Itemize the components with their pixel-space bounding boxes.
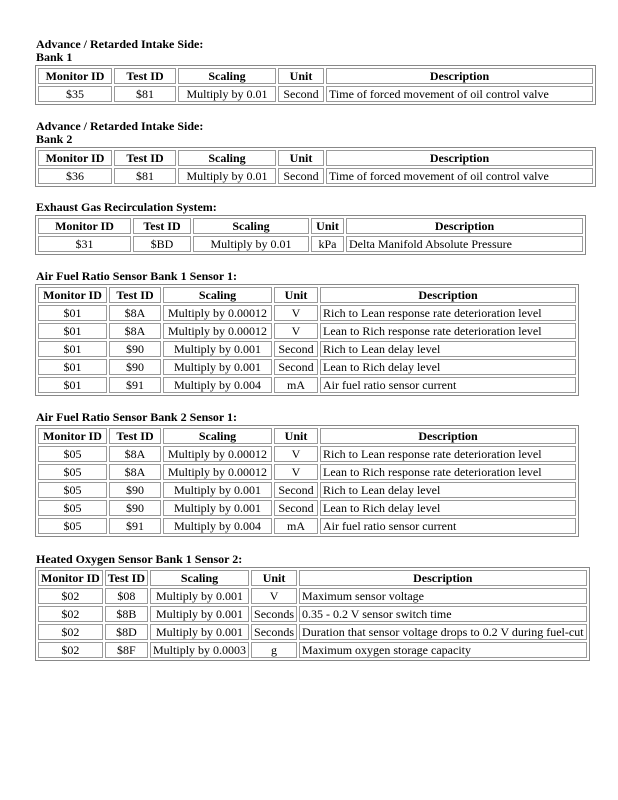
table-cell: $91 bbox=[109, 377, 161, 393]
table-section bbox=[36, 411, 579, 537]
table-cell: $01 bbox=[38, 323, 107, 339]
table-cell: $02 bbox=[38, 588, 103, 604]
column-header: Unit bbox=[251, 570, 297, 586]
table-row bbox=[38, 377, 576, 393]
column-header: Scaling bbox=[150, 570, 249, 586]
table-cell: Multiply by 0.001 bbox=[163, 482, 272, 498]
table-cell: Multiply by 0.00012 bbox=[163, 446, 272, 462]
table-cell: Lean to Rich response rate deterioration level bbox=[320, 323, 576, 339]
section-heading: Air Fuel Ratio Sensor Bank 2 Sensor 1: bbox=[36, 410, 238, 424]
table-cell: Second bbox=[274, 500, 318, 516]
table-cell: $90 bbox=[109, 500, 161, 516]
column-header: Description bbox=[320, 287, 576, 303]
table-row bbox=[38, 464, 576, 480]
table-cell: Multiply by 0.001 bbox=[150, 624, 249, 640]
column-header: Monitor ID bbox=[38, 570, 103, 586]
table-cell: $05 bbox=[38, 482, 107, 498]
table-cell: Lean to Rich delay level bbox=[320, 359, 576, 375]
table-cell: Rich to Lean delay level bbox=[320, 482, 576, 498]
column-header: Description bbox=[320, 428, 576, 444]
table-cell: $90 bbox=[109, 482, 161, 498]
table-cell: mA bbox=[274, 518, 318, 534]
table-section bbox=[36, 38, 596, 105]
table-cell: Multiply by 0.00012 bbox=[163, 323, 272, 339]
table-cell: Multiply by 0.001 bbox=[163, 341, 272, 357]
table-section bbox=[36, 201, 586, 255]
table-cell: Time of forced movement of oil control valve bbox=[326, 168, 593, 184]
table-cell: $05 bbox=[38, 500, 107, 516]
table-row bbox=[38, 500, 576, 516]
column-header: Unit bbox=[274, 428, 318, 444]
section-heading: Heated Oxygen Sensor Bank 1 Sensor 2: bbox=[36, 552, 243, 566]
table-cell: Maximum sensor voltage bbox=[299, 588, 587, 604]
table-cell: $8D bbox=[105, 624, 148, 640]
table-cell: Time of forced movement of oil control valve bbox=[326, 86, 593, 102]
table-cell: $05 bbox=[38, 464, 107, 480]
section-heading: Air Fuel Ratio Sensor Bank 1 Sensor 1: bbox=[36, 269, 238, 283]
table-cell: Multiply by 0.01 bbox=[193, 236, 309, 252]
column-header: Monitor ID bbox=[38, 287, 107, 303]
table-row bbox=[38, 236, 583, 252]
table-cell: $02 bbox=[38, 642, 103, 658]
column-header: Unit bbox=[278, 68, 324, 84]
table-cell: Multiply by 0.001 bbox=[163, 500, 272, 516]
table-row bbox=[38, 642, 587, 658]
column-header: Monitor ID bbox=[38, 218, 131, 234]
table-header-row bbox=[38, 570, 587, 586]
table-cell: Seconds bbox=[251, 606, 297, 622]
column-header: Monitor ID bbox=[38, 428, 107, 444]
table-cell: $8F bbox=[105, 642, 148, 658]
table-cell: Multiply by 0.00012 bbox=[163, 305, 272, 321]
table-cell: $01 bbox=[38, 341, 107, 357]
column-header: Scaling bbox=[163, 287, 272, 303]
table-cell: $91 bbox=[109, 518, 161, 534]
table-row bbox=[38, 86, 593, 102]
column-header: Unit bbox=[274, 287, 318, 303]
section-heading: Advance / Retarded Intake Side: bbox=[36, 119, 204, 133]
table-cell: $01 bbox=[38, 359, 107, 375]
table-row bbox=[38, 168, 593, 184]
table-cell: $8A bbox=[109, 464, 161, 480]
table-cell: Multiply by 0.01 bbox=[178, 168, 276, 184]
column-header: Test ID bbox=[114, 150, 176, 166]
column-header: Test ID bbox=[133, 218, 191, 234]
table-cell: Air fuel ratio sensor current bbox=[320, 377, 576, 393]
section-heading: Bank 1 bbox=[36, 50, 73, 64]
table-cell: Duration that sensor voltage drops to 0.2 V during fuel-cut bbox=[299, 624, 587, 640]
table-cell: $31 bbox=[38, 236, 131, 252]
table-cell: V bbox=[274, 446, 318, 462]
table-cell: V bbox=[274, 323, 318, 339]
table-cell: V bbox=[274, 305, 318, 321]
data-table bbox=[35, 147, 596, 187]
table-header-row bbox=[38, 428, 576, 444]
table-header-row bbox=[38, 218, 583, 234]
column-header: Description bbox=[346, 218, 583, 234]
table-row bbox=[38, 606, 587, 622]
table-cell: $8A bbox=[109, 323, 161, 339]
table-header-row bbox=[38, 150, 593, 166]
column-header: Unit bbox=[278, 150, 324, 166]
column-header: Scaling bbox=[163, 428, 272, 444]
table-row bbox=[38, 323, 576, 339]
table-cell: Multiply by 0.001 bbox=[150, 588, 249, 604]
table-cell: $02 bbox=[38, 624, 103, 640]
column-header: Monitor ID bbox=[38, 150, 112, 166]
table-cell: $02 bbox=[38, 606, 103, 622]
section-heading: Exhaust Gas Recirculation System: bbox=[36, 200, 217, 214]
column-header: Description bbox=[326, 68, 593, 84]
table-cell: Seconds bbox=[251, 624, 297, 640]
table-cell: Second bbox=[274, 359, 318, 375]
table-cell: 0.35 - 0.2 V sensor switch time bbox=[299, 606, 587, 622]
table-row bbox=[38, 341, 576, 357]
data-table bbox=[35, 65, 596, 105]
table-cell: $BD bbox=[133, 236, 191, 252]
column-header: Scaling bbox=[193, 218, 309, 234]
table-cell: Delta Manifold Absolute Pressure bbox=[346, 236, 583, 252]
column-header: Description bbox=[326, 150, 593, 166]
table-cell: $01 bbox=[38, 377, 107, 393]
table-cell: $05 bbox=[38, 518, 107, 534]
table-row bbox=[38, 482, 576, 498]
table-row bbox=[38, 588, 587, 604]
table-cell: Second bbox=[278, 168, 324, 184]
table-cell: Multiply by 0.00012 bbox=[163, 464, 272, 480]
table-cell: Multiply by 0.001 bbox=[163, 359, 272, 375]
column-header: Monitor ID bbox=[38, 68, 112, 84]
table-cell: V bbox=[251, 588, 297, 604]
column-header: Unit bbox=[311, 218, 344, 234]
table-cell: $90 bbox=[109, 359, 161, 375]
table-cell: Multiply by 0.01 bbox=[178, 86, 276, 102]
section-heading: Advance / Retarded Intake Side: bbox=[36, 37, 204, 51]
table-row bbox=[38, 446, 576, 462]
table-cell: Maximum oxygen storage capacity bbox=[299, 642, 587, 658]
table-cell: V bbox=[274, 464, 318, 480]
table-cell: $8A bbox=[109, 446, 161, 462]
table-section bbox=[36, 120, 596, 187]
table-cell: Lean to Rich response rate deterioration level bbox=[320, 464, 576, 480]
data-table bbox=[35, 567, 590, 661]
table-cell: Multiply by 0.004 bbox=[163, 377, 272, 393]
table-cell: Second bbox=[274, 482, 318, 498]
data-table bbox=[35, 215, 586, 255]
column-header: Test ID bbox=[109, 287, 161, 303]
table-cell: $01 bbox=[38, 305, 107, 321]
table-cell: g bbox=[251, 642, 297, 658]
table-row bbox=[38, 518, 576, 534]
column-header: Test ID bbox=[105, 570, 148, 586]
table-cell: Multiply by 0.004 bbox=[163, 518, 272, 534]
table-cell: Rich to Lean response rate deterioration level bbox=[320, 305, 576, 321]
table-section bbox=[36, 270, 579, 396]
table-cell: Lean to Rich delay level bbox=[320, 500, 576, 516]
table-cell: $36 bbox=[38, 168, 112, 184]
column-header: Scaling bbox=[178, 68, 276, 84]
table-row bbox=[38, 624, 587, 640]
table-cell: Rich to Lean delay level bbox=[320, 341, 576, 357]
column-header: Description bbox=[299, 570, 587, 586]
data-table bbox=[35, 425, 579, 537]
table-header-row bbox=[38, 287, 576, 303]
column-header: Test ID bbox=[109, 428, 161, 444]
table-section bbox=[36, 553, 590, 661]
table-cell: $81 bbox=[114, 86, 176, 102]
table-cell: $08 bbox=[105, 588, 148, 604]
table-cell: $90 bbox=[109, 341, 161, 357]
table-cell: Air fuel ratio sensor current bbox=[320, 518, 576, 534]
data-table bbox=[35, 284, 579, 396]
table-cell: Second bbox=[274, 341, 318, 357]
table-row bbox=[38, 305, 576, 321]
column-header: Scaling bbox=[178, 150, 276, 166]
table-cell: Second bbox=[278, 86, 324, 102]
table-cell: Multiply by 0.001 bbox=[150, 606, 249, 622]
table-cell: $81 bbox=[114, 168, 176, 184]
section-heading: Bank 2 bbox=[36, 132, 73, 146]
table-cell: $05 bbox=[38, 446, 107, 462]
table-cell: $8B bbox=[105, 606, 148, 622]
table-cell: Rich to Lean response rate deterioration level bbox=[320, 446, 576, 462]
table-cell: mA bbox=[274, 377, 318, 393]
table-cell: kPa bbox=[311, 236, 344, 252]
table-header-row bbox=[38, 68, 593, 84]
table-cell: $8A bbox=[109, 305, 161, 321]
table-row bbox=[38, 359, 576, 375]
table-cell: $35 bbox=[38, 86, 112, 102]
column-header: Test ID bbox=[114, 68, 176, 84]
table-cell: Multiply by 0.0003 bbox=[150, 642, 249, 658]
